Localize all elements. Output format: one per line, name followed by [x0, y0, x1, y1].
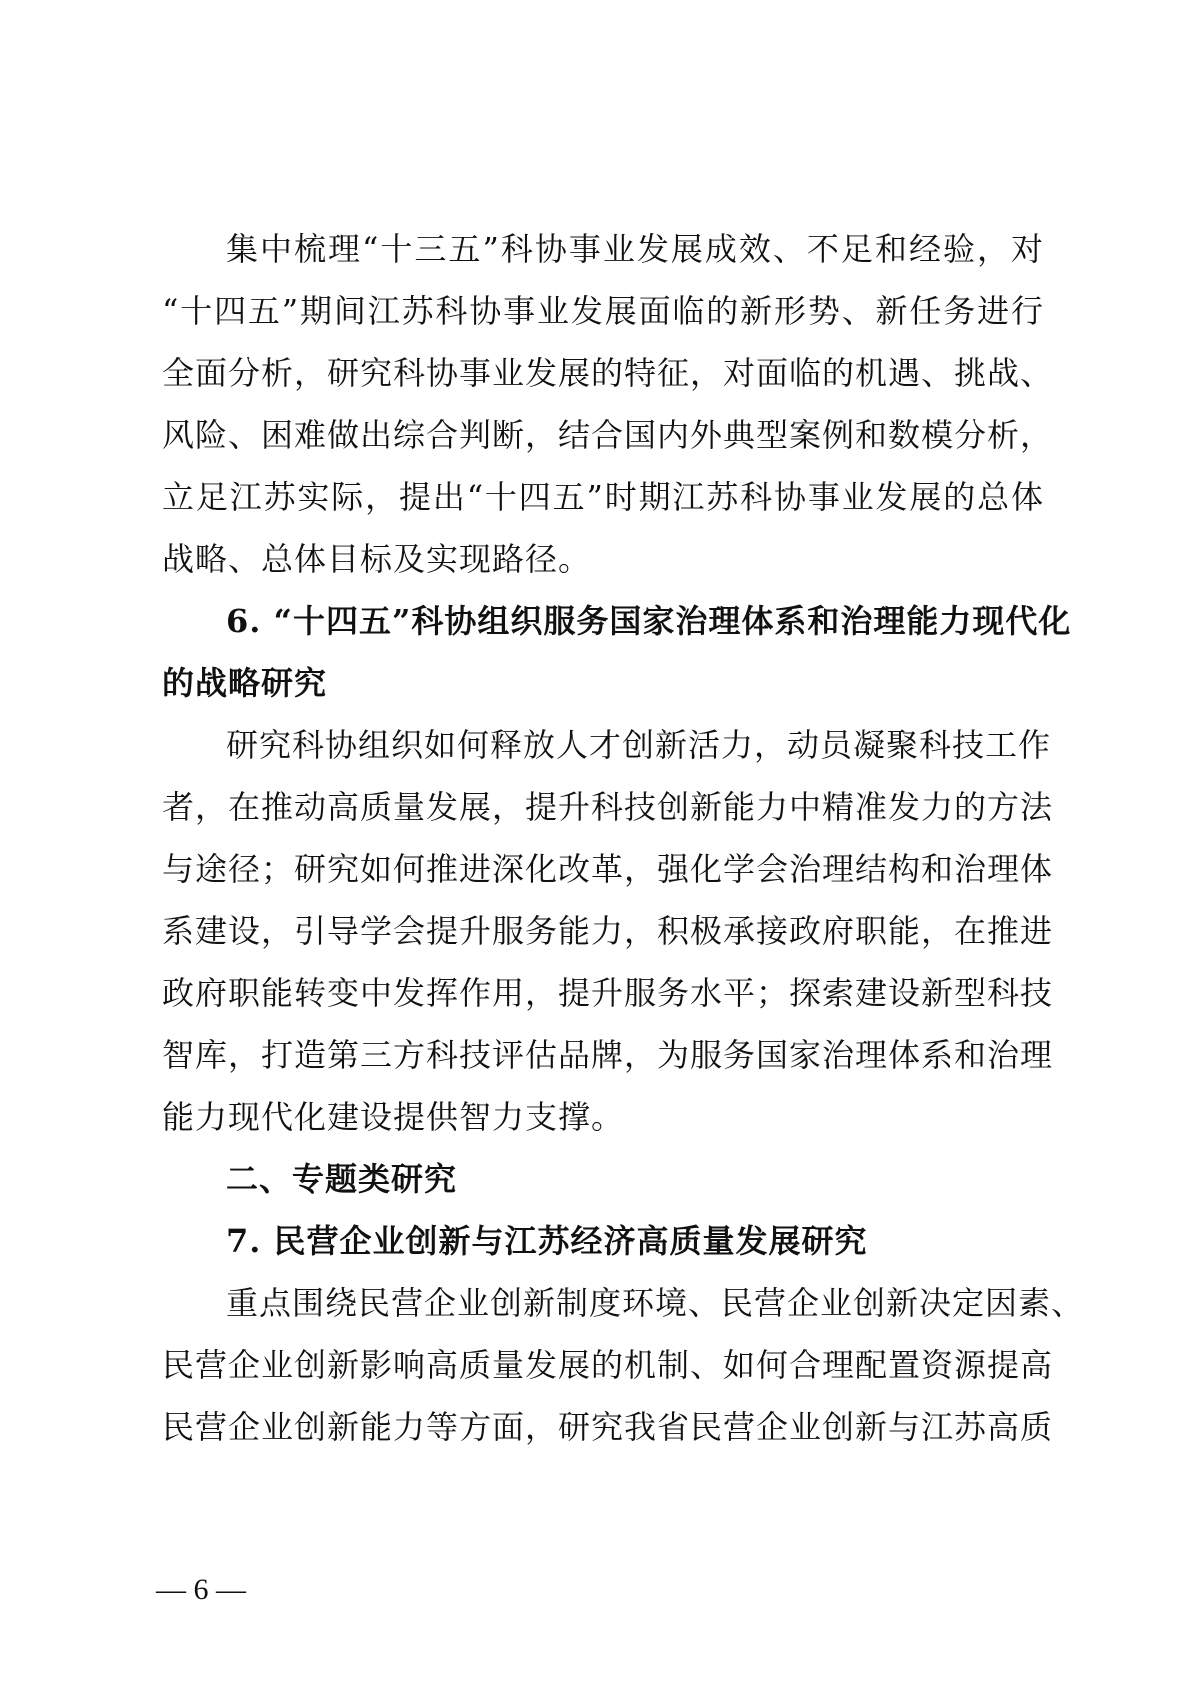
page-number: — 6 — — [156, 1573, 246, 1606]
heading-line: 6. “十四五”科协组织服务国家治理体系和治理能力现代化 — [226, 602, 1072, 640]
paragraph-line: 民营企业创新能力等方面，研究我省民营企业创新与江苏高质 — [162, 1408, 1054, 1446]
paragraph-line: 民营企业创新影响高质量发展的机制、如何合理配置资源提高 — [162, 1346, 1054, 1384]
paragraph-line: 能力现代化建设提供智力支撑。 — [162, 1098, 625, 1136]
section-heading: 二、专题类研究 — [226, 1160, 458, 1198]
paragraph-line: 重点围绕民营企业创新制度环境、民营企业创新决定因素、 — [226, 1284, 1085, 1322]
paragraph-line: 系建设，引导学会提升服务能力，积极承接政府职能，在推进 — [162, 912, 1054, 950]
paragraph-line: 与途径；研究如何推进深化改革，强化学会治理结构和治理体 — [162, 850, 1054, 888]
paragraph-line: 战略、总体目标及实现路径。 — [162, 540, 592, 578]
paragraph-line: 政府职能转变中发挥作用，提升服务水平；探索建设新型科技 — [162, 974, 1054, 1012]
subheading: 7. 民营企业创新与江苏经济高质量发展研究 — [226, 1222, 868, 1260]
paragraph-line: 全面分析，研究科协事业发展的特征，对面临的机遇、挑战、 — [162, 354, 1054, 392]
paragraph-line: 风险、困难做出综合判断，结合国内外典型案例和数模分析， — [162, 416, 1054, 454]
document-body — [162, 218, 1085, 1458]
heading-line: 的战略研究 — [162, 664, 328, 702]
paragraph-line: 智库，打造第三方科技评估品牌，为服务国家治理体系和治理 — [162, 1036, 1054, 1074]
paragraph-line: “十四五”期间江苏科协事业发展面临的新形势、新任务进行 — [162, 292, 1044, 330]
paragraph-line: 研究科协组织如何释放人才创新活力，动员凝聚科技工作 — [226, 726, 1052, 764]
paragraph-line: 集中梳理“十三五”科协事业发展成效、不足和经验，对 — [226, 230, 1044, 268]
paragraph-line: 立足江苏实际，提出“十四五”时期江苏科协事业发展的总体 — [162, 478, 1044, 516]
paragraph-line: 者，在推动高质量发展，提升科技创新能力中精准发力的方法 — [162, 788, 1054, 826]
